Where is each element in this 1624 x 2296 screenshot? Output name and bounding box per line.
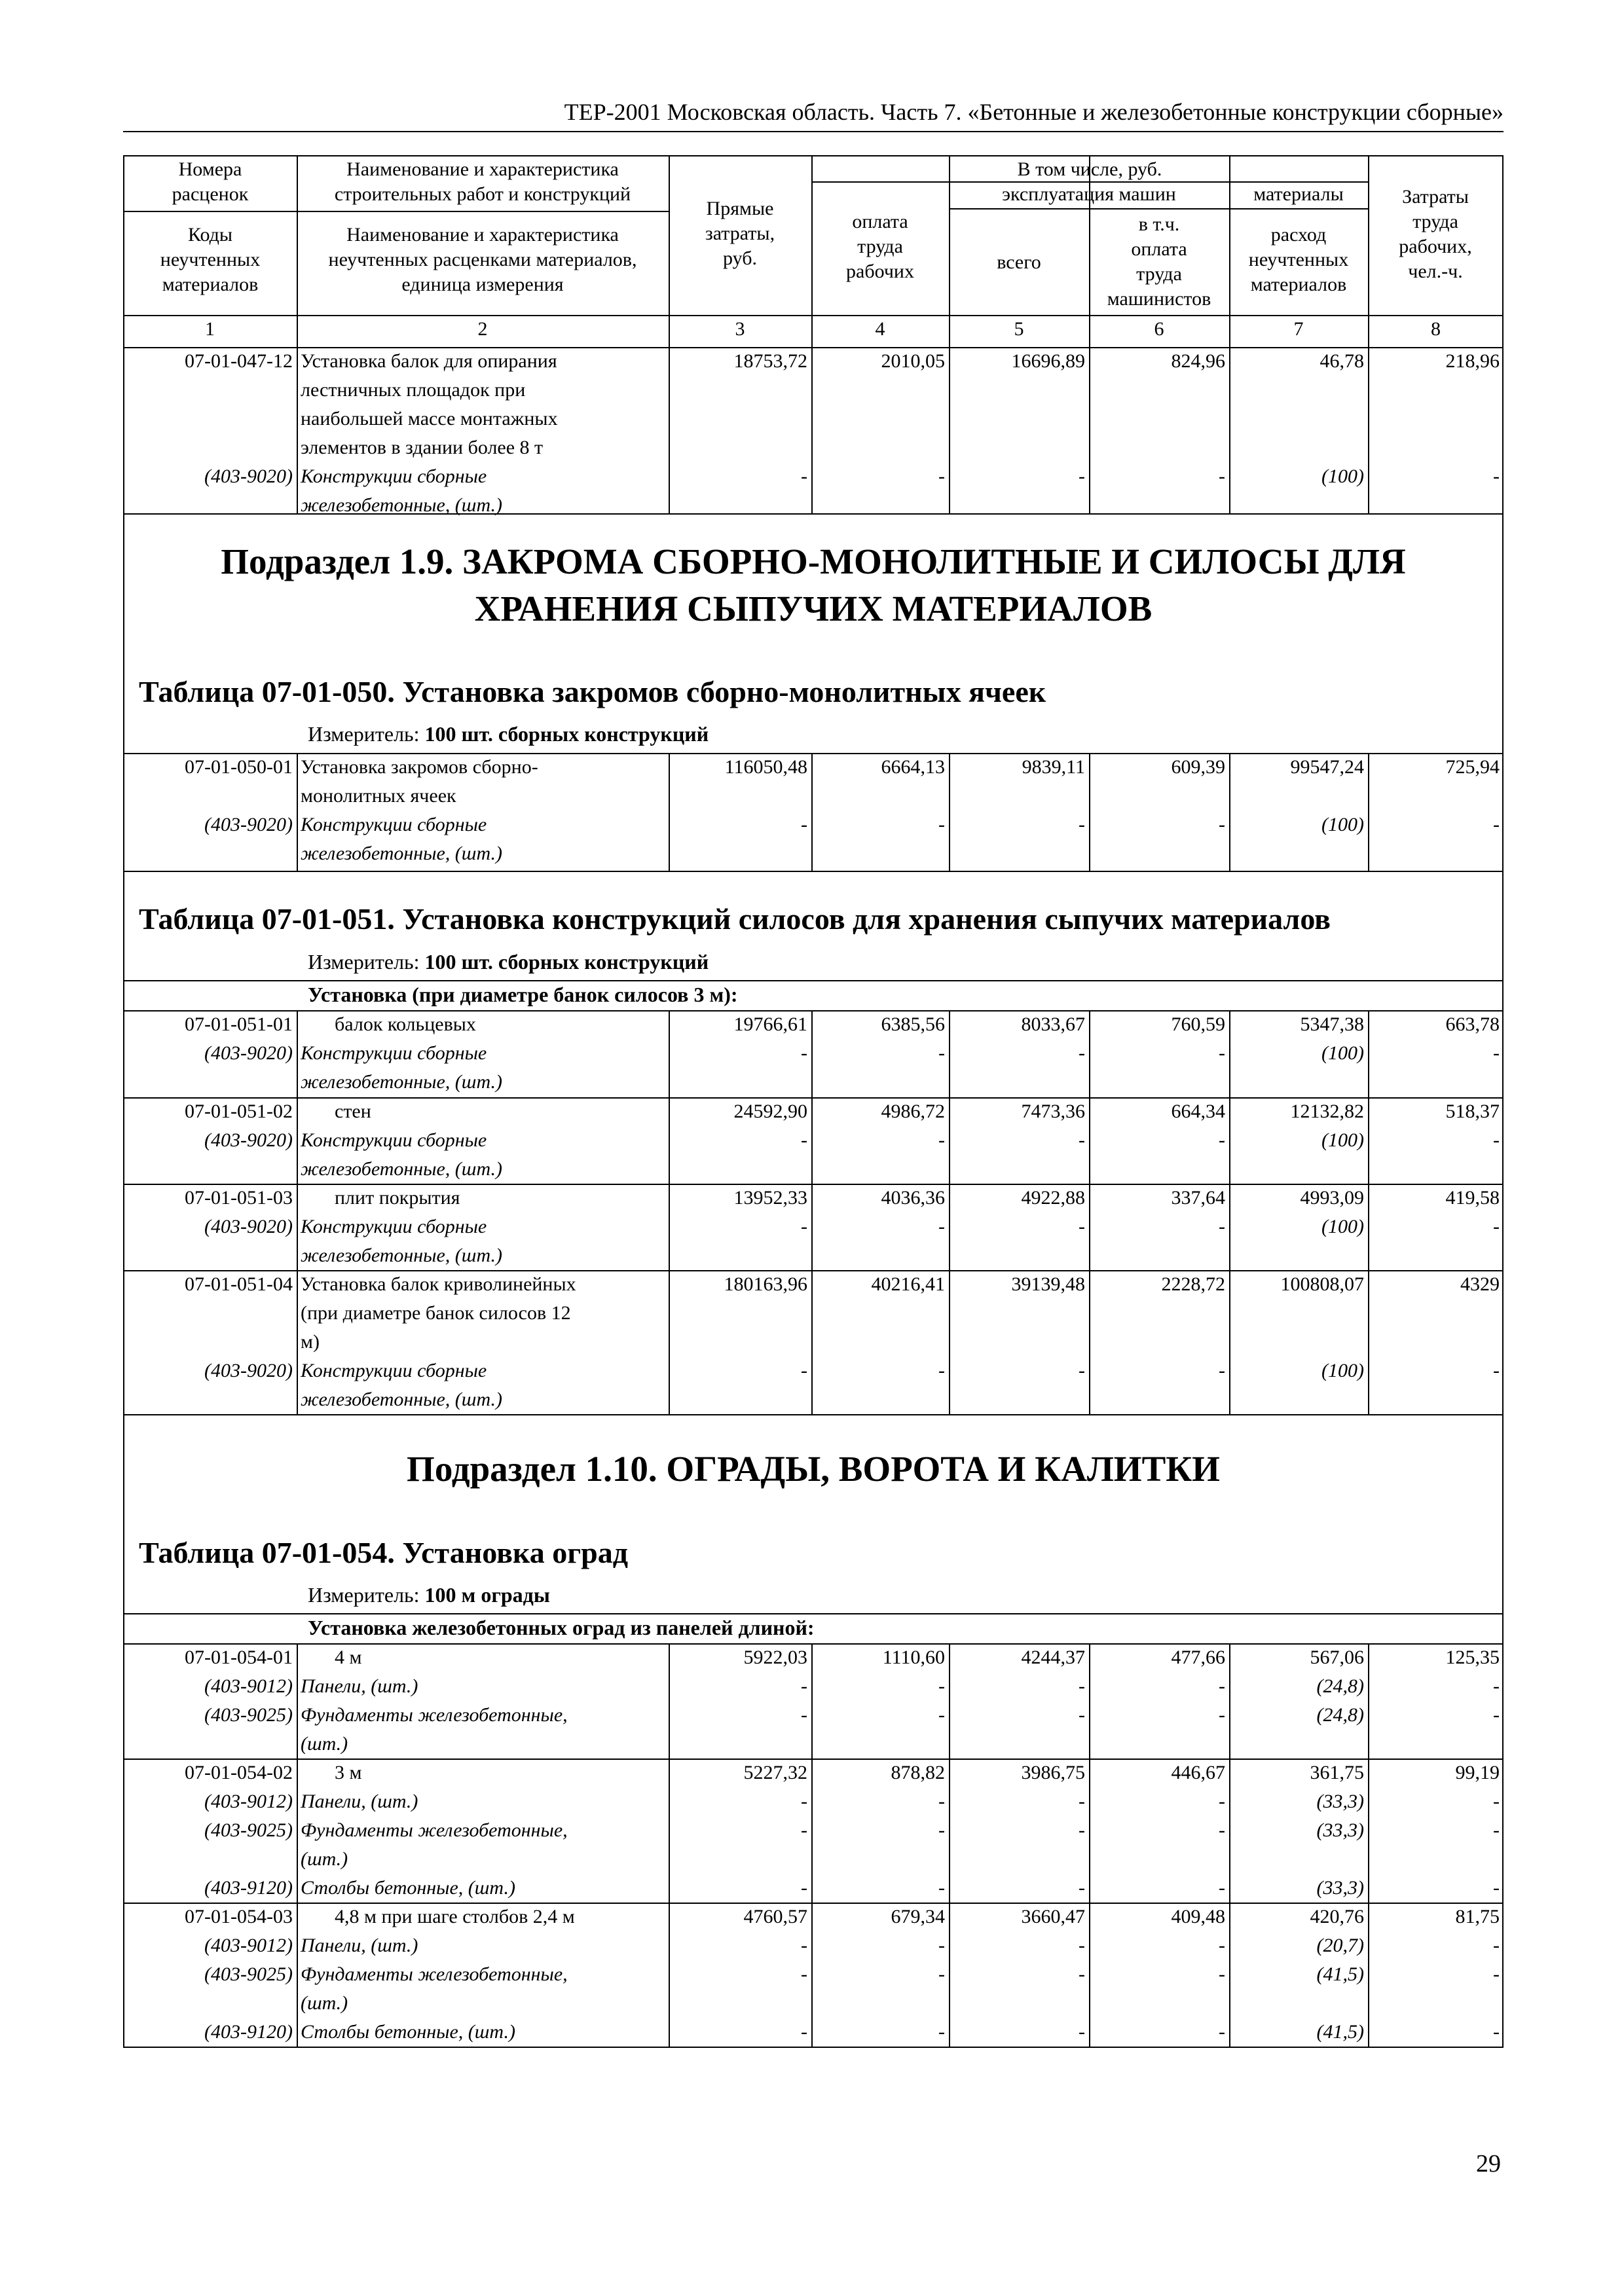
cell-value: -: [938, 1935, 945, 1956]
cell-value: 19766,61: [733, 1013, 807, 1035]
rate-code: 07-01-054-02: [185, 1762, 293, 1783]
table-050-title: Таблица 07-01-050. Установка закромов сборно-монолитных ячеек: [139, 675, 1046, 708]
rate-code: 07-01-051-01: [185, 1013, 293, 1035]
rate-name: Установка закромов сборно- монолитных ячеек: [301, 756, 538, 807]
cell-value: -: [1219, 1216, 1225, 1237]
cell-value: -: [1219, 1935, 1225, 1956]
grid-vline: [1229, 1270, 1230, 1414]
rate-code: 07-01-054-01: [185, 1647, 293, 1668]
cell-value: 6664,13: [881, 756, 945, 778]
grid-hline: [123, 315, 1504, 316]
cell-value: -: [1079, 1704, 1085, 1726]
grid-vline: [1368, 1184, 1369, 1270]
cell-value: -: [801, 1963, 807, 1985]
cell-value: -: [801, 1042, 807, 1064]
rate-code: 07-01-054-03: [185, 1906, 293, 1927]
running-header: ТЕР-2001 Московская область. Часть 7. «Бетонные и железобетонные конструкции сборные»: [564, 99, 1504, 125]
cell-value: (24,8): [1316, 1675, 1364, 1697]
cell-value: (100): [1321, 1129, 1364, 1151]
material-code: (403-9020): [204, 1042, 293, 1064]
grid-vline: [1089, 1184, 1090, 1270]
cell-value: 878,82: [891, 1762, 945, 1783]
cell-value: (20,7): [1316, 1935, 1364, 1956]
cell-value: -: [801, 1360, 807, 1381]
grid-vline: [811, 1758, 813, 1903]
cell-value: -: [1493, 1791, 1500, 1812]
cell-value: -: [1219, 2021, 1225, 2043]
cell-value: -: [1493, 1819, 1500, 1841]
cell-value: -: [1079, 465, 1085, 487]
grid-vline: [811, 1010, 813, 1097]
cell-value: -: [1493, 1042, 1500, 1064]
cell-value: 125,35: [1445, 1647, 1500, 1668]
cell-value: 13952,33: [733, 1187, 807, 1209]
material-name: Панели, (шт.): [301, 1791, 418, 1812]
grid-vline: [1089, 1097, 1090, 1184]
cell-value: (33,3): [1316, 1877, 1364, 1899]
cell-value: (100): [1321, 1216, 1364, 1237]
grid-vline: [811, 347, 813, 513]
cell-value: 180163,96: [724, 1273, 807, 1295]
grid-hline: [123, 211, 669, 212]
grid-vline: [811, 1184, 813, 1270]
grid-vline: [1229, 1184, 1230, 1270]
cell-value: 337,64: [1171, 1187, 1225, 1209]
cell-value: 4993,09: [1300, 1187, 1364, 1209]
grid-vline: [949, 1097, 950, 1184]
cell-value: 40216,41: [871, 1273, 945, 1295]
cell-value: -: [938, 1877, 945, 1899]
cell-value: 39139,48: [1011, 1273, 1085, 1295]
grid-vline: [1229, 347, 1230, 513]
cell-value: -: [1219, 465, 1225, 487]
grid-vline: [297, 1758, 298, 1903]
rate-code: 07-01-050-01: [185, 756, 293, 778]
grid-vline: [1368, 1270, 1369, 1414]
cell-value: 116050,48: [724, 756, 807, 778]
cell-value: -: [1079, 1963, 1085, 1985]
grid-hline: [123, 1414, 1504, 1415]
grid-vline: [297, 1270, 298, 1414]
grid-vline: [811, 1097, 813, 1184]
cell-value: 4986,72: [881, 1101, 945, 1122]
cell-value: 2010,05: [881, 350, 945, 372]
header-direct-costs: Прямые затраты, руб.: [705, 198, 775, 269]
header-including: В том числе, руб.: [1017, 158, 1162, 180]
cell-value: -: [1079, 1129, 1085, 1151]
cell-value: 4760,57: [743, 1906, 807, 1927]
cell-value: 99547,24: [1290, 756, 1364, 778]
grid-vline: [1089, 1010, 1090, 1097]
header-machines-total: всего: [997, 251, 1041, 273]
material-code: (403-9020): [204, 814, 293, 835]
material-name: Панели, (шт.): [301, 1675, 418, 1697]
cell-value: -: [938, 1360, 945, 1381]
grid-vline: [949, 1270, 950, 1414]
table-051-measure: Измеритель: 100 шт. сборных конструкций: [308, 950, 709, 974]
cell-value: (33,3): [1316, 1819, 1364, 1841]
table-054-measure: Измеритель: 100 м ограды: [308, 1583, 550, 1607]
cell-value: -: [801, 1675, 807, 1697]
cell-value: (33,3): [1316, 1791, 1364, 1812]
cell-value: -: [1079, 814, 1085, 835]
header-labor-hours: Затраты труда рабочих, чел.-ч.: [1399, 186, 1472, 282]
grid-vline: [1368, 347, 1369, 513]
cell-value: 609,39: [1171, 756, 1225, 778]
cell-value: 663,78: [1445, 1013, 1500, 1035]
column-number: 4: [875, 318, 885, 340]
header-consumption: расход неучтенных материалов: [1248, 224, 1349, 295]
grid-vline: [297, 1097, 298, 1184]
cell-value: 218,96: [1445, 350, 1500, 372]
grid-vline: [1229, 1758, 1230, 1903]
rate-name: стен: [335, 1101, 371, 1122]
cell-value: -: [1219, 1704, 1225, 1726]
rate-name: 4,8 м при шаге столбов 2,4 м: [335, 1906, 575, 1927]
cell-value: -: [1219, 1675, 1225, 1697]
cell-value: -: [938, 1042, 945, 1064]
grid-vline: [1229, 1643, 1230, 1758]
material-code: (403-9020): [204, 1360, 293, 1381]
cell-value: -: [801, 1129, 807, 1151]
grid-vline: [297, 1184, 298, 1270]
cell-value: -: [1219, 814, 1225, 835]
grid-vline: [669, 1270, 670, 1414]
cell-value: 4329: [1460, 1273, 1500, 1295]
grid-vline: [1229, 1903, 1230, 2047]
cell-value: -: [1493, 1877, 1500, 1899]
material-name: Конструкции сборные железобетонные, (шт.): [301, 465, 502, 516]
cell-value: -: [1079, 1360, 1085, 1381]
cell-value: 5922,03: [743, 1647, 807, 1668]
rate-code: 07-01-051-02: [185, 1101, 293, 1122]
cell-value: -: [1493, 1216, 1500, 1237]
cell-value: 3986,75: [1021, 1762, 1085, 1783]
header-material-name: Наименование и характеристика неучтенных расценками материалов, единица измерения: [328, 224, 637, 295]
cell-value: -: [801, 2021, 807, 2043]
cell-value: -: [1079, 1819, 1085, 1841]
material-name: Столбы бетонные, (шт.): [301, 1877, 515, 1899]
material-name: Конструкции сборные железобетонные, (шт.): [301, 1042, 502, 1093]
cell-value: -: [801, 1791, 807, 1812]
cell-value: -: [938, 1819, 945, 1841]
cell-value: 8033,67: [1021, 1013, 1085, 1035]
cell-value: 664,34: [1171, 1101, 1225, 1122]
cell-value: 361,75: [1310, 1762, 1364, 1783]
cell-value: -: [1493, 465, 1500, 487]
grid-vline: [297, 347, 298, 513]
header-rate-numbers: Номера расценок: [172, 158, 249, 205]
rate-name: 3 м: [335, 1762, 362, 1783]
material-name: Столбы бетонные, (шт.): [301, 2021, 515, 2043]
subsection-1-9-title: Подраздел 1.9. ЗАКРОМА СБОРНО-МОНОЛИТНЫЕ И СИЛОСЫ ДЛЯ ХРАНЕНИЯ СЫПУЧИХ МАТЕРИАЛОВ: [221, 541, 1406, 629]
grid-vline: [1229, 753, 1230, 871]
cell-value: 679,34: [891, 1906, 945, 1927]
cell-value: -: [801, 1216, 807, 1237]
cell-value: 419,58: [1445, 1187, 1500, 1209]
rate-name: Установка балок для опирания лестничных площадок при наибольшей массе монтажных элементов в здании более 8 т: [301, 350, 558, 458]
cell-value: -: [1493, 1935, 1500, 1956]
cell-value: 46,78: [1320, 350, 1364, 372]
column-number: 1: [205, 318, 215, 340]
cell-value: -: [1219, 1963, 1225, 1985]
grid-vline: [949, 753, 950, 871]
cell-value: -: [1079, 1042, 1085, 1064]
cell-value: (41,5): [1316, 1963, 1364, 1985]
header-labor-pay: оплата труда рабочих: [846, 211, 914, 282]
material-name: Конструкции сборные железобетонные, (шт.): [301, 1360, 502, 1410]
cell-value: 12132,82: [1290, 1101, 1364, 1122]
header-machines: эксплуатация машин: [1002, 183, 1176, 205]
rate-code: 07-01-051-03: [185, 1187, 293, 1209]
grid-vline: [1089, 1270, 1090, 1414]
cell-value: -: [1219, 1042, 1225, 1064]
cell-value: -: [801, 814, 807, 835]
cell-value: 420,76: [1310, 1906, 1364, 1927]
cell-value: -: [1219, 1360, 1225, 1381]
cell-value: (41,5): [1316, 2021, 1364, 2043]
material-name: Фундаменты железобетонные, (шт.): [301, 1704, 568, 1755]
grid-vline: [1368, 1643, 1369, 1758]
cell-value: 760,59: [1171, 1013, 1225, 1035]
material-code: (403-9012): [204, 1791, 293, 1812]
table-054-title: Таблица 07-01-054. Установка оград: [139, 1536, 628, 1569]
cell-value: -: [801, 1704, 807, 1726]
material-name: Фундаменты железобетонные, (шт.): [301, 1963, 568, 2014]
cell-value: -: [1493, 1360, 1500, 1381]
cell-value: -: [1219, 1877, 1225, 1899]
table-051-title: Таблица 07-01-051. Установка конструкций силосов для хранения сыпучих материалов: [139, 902, 1331, 936]
cell-value: -: [1219, 1819, 1225, 1841]
grid-vline: [1368, 1010, 1369, 1097]
grid-vline: [1089, 1643, 1090, 1758]
material-name: Конструкции сборные железобетонные, (шт.): [301, 1129, 502, 1180]
header-rule: [123, 131, 1504, 132]
grid-vline: [1229, 1010, 1230, 1097]
material-code: (403-9025): [204, 1819, 293, 1841]
header-materials: материалы: [1253, 183, 1344, 205]
cell-value: 81,75: [1455, 1906, 1500, 1927]
header-work-name: Наименование и характеристика строительных работ и конструкций: [334, 158, 631, 205]
cell-value: -: [1079, 1935, 1085, 1956]
grid-vline: [297, 1010, 298, 1097]
column-number: 7: [1293, 318, 1304, 340]
cell-value: (100): [1321, 1360, 1364, 1381]
grid-vline: [811, 1643, 813, 1758]
cell-value: -: [1079, 1877, 1085, 1899]
grid-vline: [297, 753, 298, 871]
material-name: Панели, (шт.): [301, 1935, 418, 1956]
material-code: (403-9020): [204, 1216, 293, 1237]
column-number: 5: [1014, 318, 1024, 340]
grid-vline: [811, 1903, 813, 2047]
grid-vline: [1229, 1097, 1230, 1184]
cell-value: 446,67: [1171, 1762, 1225, 1783]
grid-vline: [1089, 347, 1090, 513]
material-code: (403-9012): [204, 1675, 293, 1697]
cell-value: -: [1493, 1129, 1500, 1151]
cell-value: 6385,56: [881, 1013, 945, 1035]
cell-value: -: [938, 1216, 945, 1237]
cell-value: 4244,37: [1021, 1647, 1085, 1668]
column-number: 8: [1431, 318, 1441, 340]
grid-vline: [811, 753, 813, 871]
table-050-measure: Измеритель: 100 шт. сборных конструкций: [308, 722, 709, 746]
grid-vline: [297, 1903, 298, 2047]
cell-value: -: [938, 1129, 945, 1151]
rate-name: 4 м: [335, 1647, 362, 1668]
cell-value: 2228,72: [1161, 1273, 1225, 1295]
material-code: (403-9120): [204, 1877, 293, 1899]
column-number: 3: [735, 318, 745, 340]
grid-vline: [669, 753, 670, 871]
cell-value: 824,96: [1171, 350, 1225, 372]
material-code: (403-9025): [204, 1704, 293, 1726]
material-code: (403-9012): [204, 1935, 293, 1956]
cell-value: 567,06: [1310, 1647, 1364, 1668]
cell-value: -: [801, 1819, 807, 1841]
column-number: 6: [1154, 318, 1164, 340]
grid-vline: [949, 1010, 950, 1097]
grid-vline: [1089, 753, 1090, 871]
cell-value: -: [801, 1877, 807, 1899]
rate-code: 07-01-047-12: [185, 350, 293, 372]
grid-vline: [297, 1643, 298, 1758]
cell-value: 5347,38: [1300, 1013, 1364, 1035]
cell-value: 725,94: [1445, 756, 1500, 778]
cell-value: 100808,07: [1280, 1273, 1364, 1295]
grid-vline: [949, 1903, 950, 2047]
material-code: (403-9025): [204, 1963, 293, 1985]
cell-value: 477,66: [1171, 1647, 1225, 1668]
cell-value: (24,8): [1316, 1704, 1364, 1726]
grid-vline: [1368, 753, 1369, 871]
cell-value: -: [1219, 1791, 1225, 1812]
table-054-group: Установка железобетонных оград из панелей длиной:: [308, 1616, 815, 1639]
cell-value: -: [938, 814, 945, 835]
grid-hline: [123, 2047, 1504, 2048]
grid-vline: [1368, 1903, 1369, 2047]
cell-value: 1110,60: [882, 1647, 945, 1668]
material-code: (403-9020): [204, 465, 293, 487]
cell-value: -: [938, 1963, 945, 1985]
grid-vline: [949, 1643, 950, 1758]
cell-value: -: [1079, 1791, 1085, 1812]
cell-value: -: [938, 1791, 945, 1812]
cell-value: 9839,11: [1022, 756, 1085, 778]
cell-value: -: [1079, 1216, 1085, 1237]
cell-value: -: [801, 465, 807, 487]
grid-vline: [949, 347, 950, 513]
cell-value: 518,37: [1445, 1101, 1500, 1122]
subsection-1-10-title: Подраздел 1.10. ОГРАДЫ, ВОРОТА И КАЛИТКИ: [407, 1449, 1220, 1489]
grid-vline: [669, 347, 670, 513]
header-material-codes: Коды неучтенных материалов: [160, 224, 261, 295]
cell-value: -: [938, 2021, 945, 2043]
table-051-group: Установка (при диаметре банок силосов 3 м):: [308, 983, 738, 1006]
material-name: Конструкции сборные железобетонные, (шт.): [301, 1216, 502, 1266]
grid-vline: [1089, 1903, 1090, 2047]
cell-value: -: [1219, 1129, 1225, 1151]
rate-name: Установка балок криволинейных (при диаметре банок силосов 12 м): [301, 1273, 576, 1353]
grid-vline: [1089, 1758, 1090, 1903]
material-code: (403-9120): [204, 2021, 293, 2043]
grid-hline: [123, 871, 1504, 872]
cell-value: -: [938, 1675, 945, 1697]
cell-value: -: [1493, 1963, 1500, 1985]
grid-hline: [949, 208, 1368, 210]
cell-value: -: [938, 465, 945, 487]
cell-value: (100): [1321, 1042, 1364, 1064]
cell-value: 24592,90: [733, 1101, 807, 1122]
rate-name: балок кольцевых: [335, 1013, 476, 1035]
rate-name: плит покрытия: [335, 1187, 460, 1209]
cell-value: 18753,72: [733, 350, 807, 372]
cell-value: -: [801, 1935, 807, 1956]
cell-value: 4922,88: [1021, 1187, 1085, 1209]
cell-value: -: [1493, 814, 1500, 835]
cell-value: -: [938, 1704, 945, 1726]
material-name: Конструкции сборные железобетонные, (шт.): [301, 814, 502, 864]
cell-value: -: [1079, 2021, 1085, 2043]
material-name: Фундаменты железобетонные, (шт.): [301, 1819, 568, 1870]
cell-value: -: [1493, 1704, 1500, 1726]
cell-value: 16696,89: [1011, 350, 1085, 372]
rate-code: 07-01-051-04: [185, 1273, 293, 1295]
column-number: 2: [477, 318, 488, 340]
grid-vline: [949, 1758, 950, 1903]
header-operator-pay: в т.ч. оплата труда машинистов: [1107, 213, 1211, 310]
cell-value: -: [1079, 1675, 1085, 1697]
grid-vline: [949, 1184, 950, 1270]
grid-vline: [1368, 1097, 1369, 1184]
cell-value: 7473,36: [1021, 1101, 1085, 1122]
cell-value: -: [1493, 2021, 1500, 2043]
cell-value: 99,19: [1455, 1762, 1500, 1783]
page-number: 29: [1476, 2150, 1501, 2178]
cell-value: 5227,32: [743, 1762, 807, 1783]
cell-value: (100): [1321, 814, 1364, 835]
cell-value: (100): [1321, 465, 1364, 487]
cell-value: -: [1493, 1675, 1500, 1697]
grid-vline: [811, 1270, 813, 1414]
material-code: (403-9020): [204, 1129, 293, 1151]
cell-value: 409,48: [1171, 1906, 1225, 1927]
cell-value: 3660,47: [1021, 1906, 1085, 1927]
cell-value: 4036,36: [881, 1187, 945, 1209]
grid-vline: [1368, 1758, 1369, 1903]
